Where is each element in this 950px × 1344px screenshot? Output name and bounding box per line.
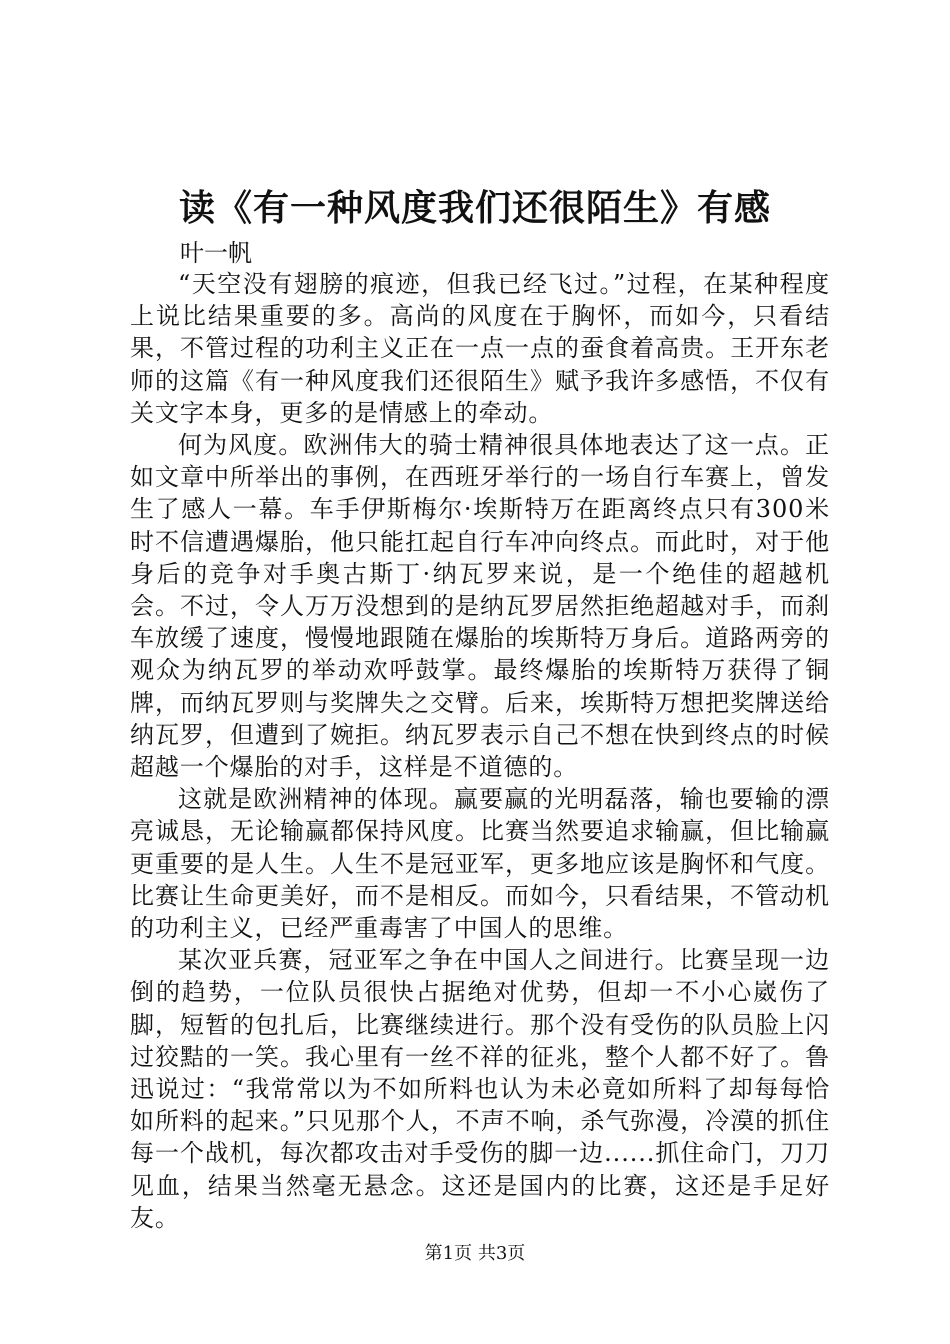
paragraph: 这就是欧洲精神的体现。赢要赢的光明磊落，输也要输的漂亮诚恳，无论输赢都保持风度。比赛当然要追求输赢，但比输赢更重要的是人生。人生不是冠亚军，更多地应该是胸怀和气度。比赛让生命更美好，而不是相反。而如今，只看结果，不管动机的功利主义，已经严重毒害了中国人的思维。 <box>130 785 830 943</box>
document-body <box>130 268 830 1234</box>
author-name: 叶一帆 <box>180 239 252 267</box>
paragraph: 某次亚兵赛，冠亚军之争在中国人之间进行。比赛呈现一边倒的趋势，一位队员很快占据绝对优势，但却一不小心崴伤了脚，短暂的包扎后，比赛继续进行。那个没有受伤的队员脸上闪过狡黠的一笑。我心里有一丝不祥的征兆，整个人都不好了。鲁迅说过：“我常常以为不如所料也认为未必竟如所料了却每每恰如所料的起来。”只见那个人，不声不响，杀气弥漫，冷漠的抓住每一个战机，每次都攻击对手受伤的脚一边......抓住命门，刀刀见血，结果当然毫无悬念。这还是国内的比赛，这还是手足好友。 <box>130 946 830 1232</box>
paragraph: 何为风度。欧洲伟大的骑士精神很具体地表达了这一点。正如文章中所举出的事例，在西班牙举行的一场自行车赛上，曾发生了感人一幕。车手伊斯梅尔·埃斯特万在距离终点只有300米时不信遭遇爆胎，他只能扛起自行车冲向终点。而此时，对于他身后的竞争对手奥古斯丁·纳瓦罗来说，是一个绝佳的超越机会。不过，令人万万没想到的是纳瓦罗居然拒绝超越对手，而刹车放缓了速度，慢慢地跟随在爆胎的埃斯特万身后。道路两旁的观众为纳瓦罗的举动欢呼鼓掌。最终爆胎的埃斯特万获得了铜牌，而纳瓦罗则与奖牌失之交臂。后来，埃斯特万想把奖牌送给纳瓦罗，但遭到了婉拒。纳瓦罗表示自己不想在快到终点的时候超越一个爆胎的对手，这样是不道德的。 <box>130 431 830 782</box>
page-number-footer: 第1页 共3页 <box>424 1243 526 1264</box>
document-title: 读《有一种风度我们还很陌生》有感 <box>178 187 771 229</box>
paragraph: “天空没有翅膀的痕迹，但我已经飞过。”过程，在某种程度上说比结果重要的多。高尚的风度在于胸怀，而如今，只看结果，不管过程的功利主义正在一点一点的蚕食着高贵。王开东老师的这篇《有一种风度我们还很陌生》赋予我许多感悟，不仅有关文字本身，更多的是情感上的牵动。 <box>130 270 830 427</box>
